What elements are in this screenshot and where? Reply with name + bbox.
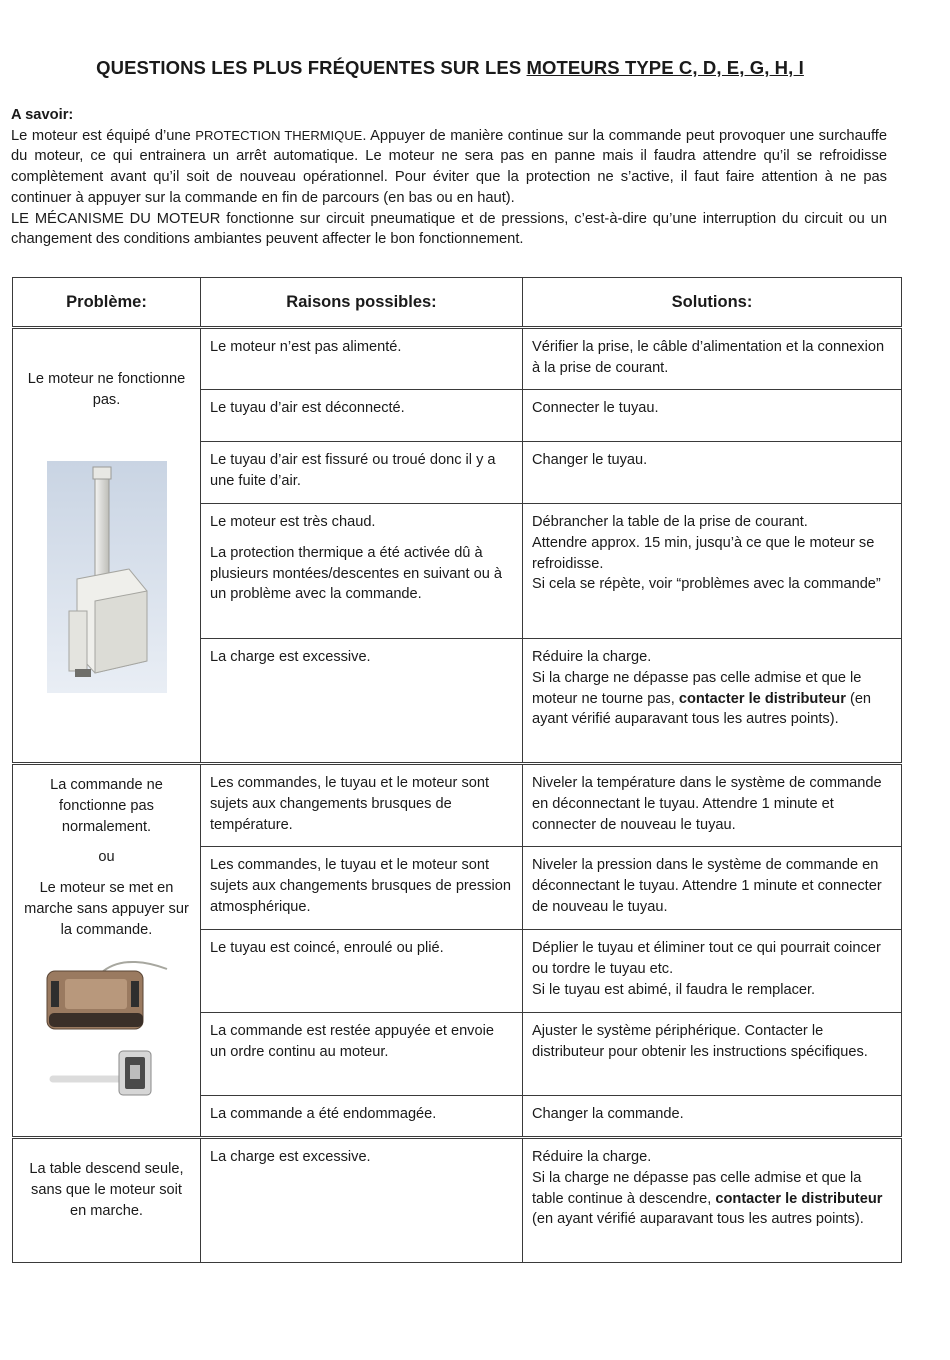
- solution-text: (en ayant vérifié auparavant tous les autres points).: [532, 690, 872, 728]
- solution-text: Débrancher la table de la prise de courant.: [532, 514, 808, 530]
- motor-photo: [47, 461, 167, 693]
- intro-section: [11, 105, 887, 250]
- table-row: [13, 1138, 902, 1263]
- reason-cell: Le moteur n’est pas alimenté.: [201, 328, 523, 390]
- solution-contact: contacter le distributeur: [678, 690, 846, 707]
- remote-photo: [41, 955, 173, 1105]
- title-prefix: QUESTIONS LES PLUS FRÉQUENTES SUR LES: [96, 57, 527, 78]
- intro-p1-c: . Appuyer de manière continue sur la commande peut provoquer une surchauffe du moteur, ce qui entrainera un arrêt automatique. Le moteur ne sera pas en panne mais il faudra attendre qu’il se refroidisse complètement avant qu’il soit de nouveau opérationnel. Pour éviter que la protection ne s’active, il faut faire attention à ne pas continuer à appuyer sur la commande en fin de parcours (en bas ou en haut).: [11, 127, 888, 206]
- reason-cell: Le tuyau d’air est déconnecté.: [201, 390, 523, 442]
- solution-text: Si le tuyau est abimé, il faudra le remplacer.: [532, 981, 816, 998]
- page-title: [0, 57, 900, 79]
- intro-heading: A savoir:: [11, 107, 74, 123]
- solution-cell: Vérifier la prise, le câble d’alimentation et la connexion à la prise de courant.: [523, 328, 902, 390]
- reason-cell: [201, 504, 523, 639]
- solution-cell: Connecter le tuyau.: [523, 390, 902, 442]
- reason-cell: Les commandes, le tuyau et le moteur sont sujets aux changements brusques de pression atmosphérique.: [201, 847, 523, 930]
- problem-cell-table: La table descend seule, sans que le moteur soit en marche.: [13, 1138, 201, 1263]
- reason-cell: La charge est excessive.: [201, 639, 523, 764]
- reason-cell: La commande est restée appuyée et envoie un ordre continu au moteur.: [201, 1013, 523, 1096]
- solution-cell: [523, 639, 902, 764]
- solution-cell: Niveler la température dans le système de commande en déconnectant le tuyau. Attendre 1 minute et connecter de nouveau le tuyau.: [523, 764, 902, 847]
- reason-cell: La commande a été endommagée.: [201, 1096, 523, 1138]
- reason-cell: Le tuyau d’air est fissuré ou troué donc il y a une fuite d’air.: [201, 442, 523, 504]
- problem-cell-motor: [13, 328, 201, 764]
- solution-text: Si la charge ne dépasse pas celle admise et que la table continue à descendre,: [532, 1169, 862, 1207]
- header-solutions: Solutions:: [523, 278, 902, 328]
- solution-cell: [523, 930, 902, 1013]
- reason-text: La protection thermique a été activée dû à plusieurs montées/descentes en suivant ou à un problème avec la commande.: [210, 544, 503, 603]
- reason-cell: Le tuyau est coincé, enroulé ou plié.: [201, 930, 523, 1013]
- solution-cell: Ajuster le système périphérique. Contacter le distributeur pour obtenir les instructions spécifiques.: [523, 1013, 902, 1096]
- table-row: [13, 764, 902, 847]
- solution-text: Déplier le tuyau et éliminer tout ce qui pourrait coincer ou tordre le tuyau etc.: [532, 940, 881, 977]
- intro-paragraph-1: [11, 126, 887, 209]
- problem-motor-text: Le moteur ne fonctionne pas.: [27, 371, 186, 408]
- solution-contact: contacter le distributeur: [715, 1190, 883, 1207]
- solution-text: Réduire la charge.: [532, 1149, 652, 1165]
- reason-cell: La charge est excessive.: [201, 1138, 523, 1263]
- problem-command-text: La commande ne fonctionne pas normalement.: [50, 777, 163, 835]
- solution-cell: [523, 1138, 902, 1263]
- faq-table: [12, 277, 902, 1263]
- problem-cell-command: [13, 764, 201, 1138]
- intro-p1-b: PROTECTION THERMIQUE: [195, 127, 363, 143]
- table-header-row: [13, 278, 902, 328]
- intro-p1-a: Le moteur est équipé d’une: [11, 127, 196, 144]
- solution-text: Attendre approx. 15 min, jusqu’à ce que le moteur se refroidisse.: [532, 534, 875, 572]
- solution-cell: Niveler la pression dans le système de commande en déconnectant le tuyau. Attendre 1 minute et connecter de nouveau le tuyau.: [523, 847, 902, 930]
- reason-cell: Les commandes, le tuyau et le moteur sont sujets aux changements brusques de température.: [201, 764, 523, 847]
- solution-text: Si cela se répète, voir “problèmes avec la commande”: [532, 576, 881, 593]
- solution-cell: Changer le tuyau.: [523, 442, 902, 504]
- problem-command-text-2: Le moteur se met en marche sans appuyer sur la commande.: [24, 880, 189, 938]
- solution-cell: [523, 504, 902, 639]
- header-reasons: Raisons possibles:: [201, 278, 523, 328]
- solution-cell: Changer la commande.: [523, 1096, 902, 1138]
- problem-or-text: ou: [98, 849, 115, 866]
- table-row: [13, 328, 902, 390]
- solution-text: Réduire la charge.: [532, 649, 652, 665]
- reason-text: Le moteur est très chaud.: [210, 514, 376, 530]
- header-problem: Problème:: [13, 278, 201, 328]
- title-underlined: MOTEURS TYPE C, D, E, G, H, I: [526, 57, 804, 78]
- solution-text: Si la charge ne dépasse pas celle admise et que le moteur ne tourne pas,: [532, 669, 862, 707]
- intro-paragraph-2: LE MÉCANISME DU MOTEUR fonctionne sur circuit pneumatique et de pressions, c’est-à-dire qu’une interruption du circuit ou un changement des conditions ambiantes peuvent affecter le bon fonctionnement.: [11, 210, 887, 248]
- solution-text: (en ayant vérifié auparavant tous les autres points).: [532, 1211, 864, 1228]
